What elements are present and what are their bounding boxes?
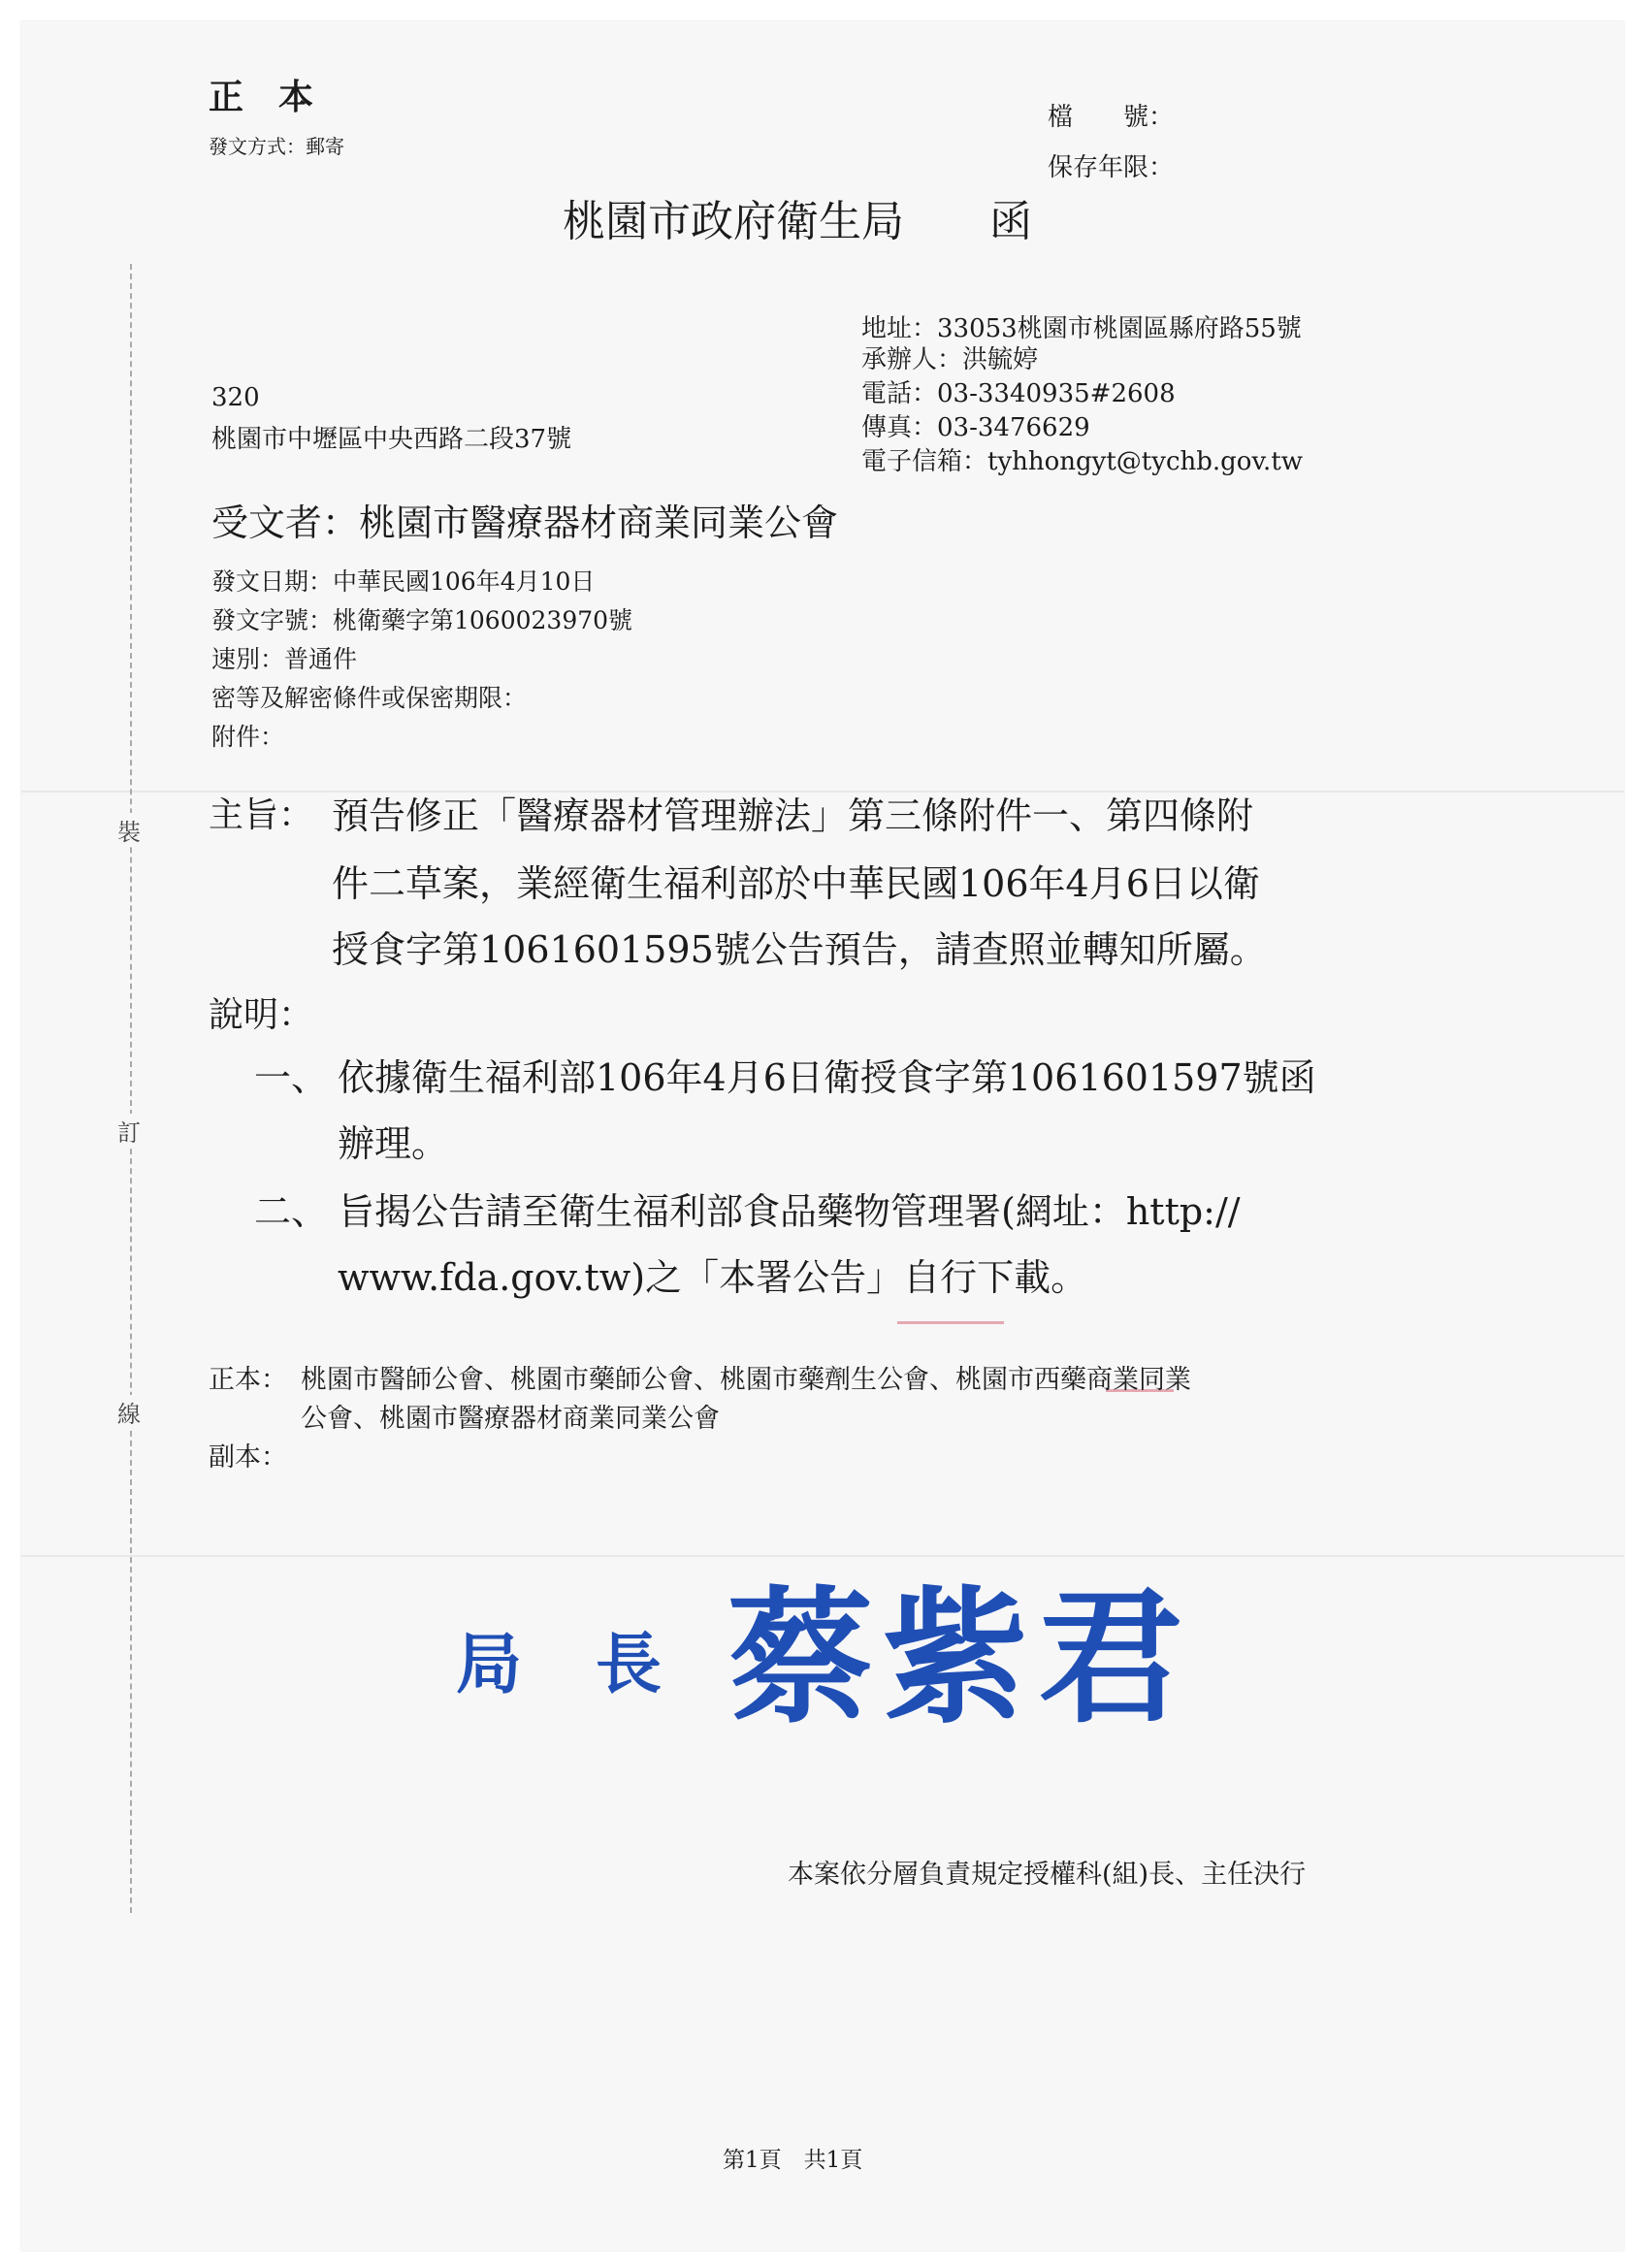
binding-mark: 訂: [117, 1114, 141, 1148]
main-copy-recipients: 桃園市醫師公會、桃園市藥師公會、桃園市藥劑生公會、桃園市西藥商業同業: [301, 1365, 1191, 1395]
binding-mark: 裝: [117, 813, 141, 847]
explanation-item-text: 旨揭公告請至衛生福利部食品藥物管理署(網址：http://: [338, 1190, 1241, 1233]
binding-line: [130, 264, 132, 1913]
recipient: 受文者：桃園市醫療器材商業同業公會: [211, 502, 839, 544]
send-method: 發文方式：郵寄: [209, 135, 344, 158]
secrecy: 密等及解密條件或保密期限：: [211, 684, 528, 712]
subject-label: 主旨：: [209, 795, 314, 835]
director-signature-stamp: 蔡紫君: [728, 1572, 1194, 1743]
copy-type: 正 本: [209, 77, 314, 117]
subject-line: 預告修正「醫療器材管理辦法」第三條附件一、第四條附: [332, 794, 1254, 837]
page-footer: 第1頁 共1頁: [723, 2148, 863, 2173]
delegation-note: 本案依分層負責規定授權科(組)長、主任決行: [788, 1860, 1307, 1890]
sender-contact: 承辦人：洪毓婷: [861, 345, 1039, 374]
document-title: 桃園市政府衛生局 函: [563, 197, 1032, 246]
attachment: 附件：: [211, 723, 285, 751]
cc-label: 副本：: [209, 1442, 287, 1473]
document-paper: [21, 21, 1624, 2251]
subject-line: 授食字第1061601595號公告預告，請查照並轉知所屬。: [332, 928, 1267, 971]
sender-email: 電子信箱：tyhhongyt@tychb.gov.tw: [861, 447, 1304, 476]
retention-label: 保存年限：: [1048, 153, 1175, 182]
main-copy-label: 正本：: [209, 1365, 287, 1395]
sender-phone: 電話：03-3340935#2608: [861, 379, 1176, 408]
explanation-item-text: 辦理。: [338, 1122, 449, 1165]
director-title-stamp: 局 長: [456, 1626, 666, 1703]
explanation-label: 說明：: [209, 995, 314, 1035]
red-stamp-trace: [897, 1321, 1004, 1324]
main-copy-recipients: 公會、桃園市醫療器材商業同業公會: [301, 1404, 720, 1434]
recipient-address: 桃園市中壢區中央西路二段37號: [211, 425, 572, 454]
explanation-item-text: 依據衛生福利部106年4月6日衛授食字第1061601597號函: [338, 1056, 1316, 1099]
speed-class: 速別：普通件: [211, 645, 358, 673]
explanation-item-number: 二、: [254, 1190, 329, 1233]
file-number-label: 檔 號：: [1048, 103, 1175, 132]
binding-mark: 線: [117, 1395, 141, 1429]
sender-address: 地址：33053桃園市桃園區縣府路55號: [861, 314, 1302, 343]
issue-date: 發文日期：中華民國106年4月10日: [211, 567, 596, 596]
document-number: 發文字號：桃衛藥字第1060023970號: [211, 606, 633, 634]
sender-fax: 傳真：03-3476629: [861, 413, 1090, 442]
explanation-item-text: www.fda.gov.tw)之「本署公告」自行下載。: [338, 1256, 1088, 1299]
explanation-item-number: 一、: [254, 1056, 329, 1099]
recipient-postcode: 320: [211, 383, 260, 412]
subject-line: 件二草案，業經衛生福利部於中華民國106年4月6日以衛: [332, 862, 1260, 905]
